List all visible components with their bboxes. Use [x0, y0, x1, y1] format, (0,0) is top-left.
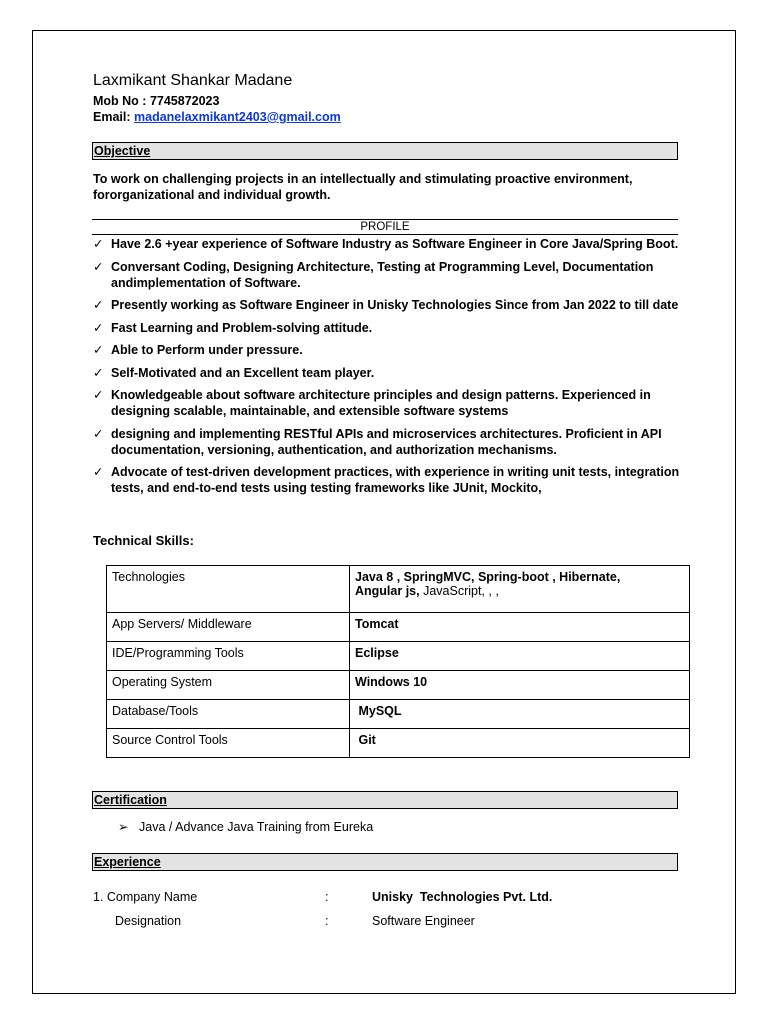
certification-heading: Certification — [92, 791, 678, 809]
experience-label: Designation — [115, 914, 182, 928]
mobile-number: 7745872023 — [149, 94, 220, 108]
check-icon: ✓ — [93, 259, 104, 274]
skill-value: Windows 10 — [350, 671, 690, 700]
table-row — [107, 642, 690, 671]
list-item: ✓ Presently working as Software Engineer in Unisky Technologies Since from Jan 2022 to till date — [93, 298, 679, 312]
skill-category: Source Control Tools — [107, 729, 350, 758]
profile-list — [93, 236, 683, 503]
check-icon: ✓ — [93, 465, 104, 479]
list-item: ✓ Fast Learning and Problem-solving attitude. — [93, 320, 373, 335]
company-name: Unisky Technologies Pvt. Ltd. — [372, 890, 553, 904]
list-item: ✓ Conversant Coding, Designing Architecture, Testing at Programming Level, Documentation andimplementation of Software. — [93, 259, 654, 290]
mobile-line — [93, 94, 219, 108]
list-item: ✓ Able to Perform under pressure. — [93, 343, 303, 357]
check-icon: ✓ — [93, 343, 104, 357]
email-label: Email: — [93, 110, 134, 124]
list-item: ✓ Advocate of test-driven development practices, with experience in writing unit tests, integration tests, and end-to-end tests using testing frameworks like JUnit, Mockito, — [93, 465, 680, 495]
list-item: ✓ Self-Motivated and an Excellent team player. — [93, 365, 375, 380]
objective-text: To work on challenging projects in an intellectually and stimulating proactive environment, fororganizational and individual growth. — [93, 172, 633, 202]
skill-category: Technologies — [107, 566, 350, 613]
check-icon: ✓ — [93, 426, 104, 441]
candidate-name: Laxmikant Shankar Madane — [93, 72, 293, 89]
skill-category: IDE/Programming Tools — [107, 642, 350, 671]
certification-item: ➢ Java / Advance Java Training from Eureka — [118, 820, 374, 834]
table-row — [107, 613, 690, 642]
list-item: ✓ Knowledgeable about software architecture principles and design patterns. Experienced in designing scalable, maintainable, and extensible software systems — [93, 388, 651, 418]
skill-category: App Servers/ Middleware — [107, 613, 350, 642]
skills-table — [106, 565, 690, 758]
skill-value: Git — [350, 729, 690, 758]
experience-label: 1. Company Name — [93, 890, 198, 904]
skill-category: Operating System — [107, 671, 350, 700]
check-icon: ✓ — [93, 365, 104, 380]
skill-category: Database/Tools — [107, 700, 350, 729]
skill-value: Eclipse — [350, 642, 690, 671]
check-icon: ✓ — [93, 388, 104, 402]
objective-heading: Objective — [92, 142, 678, 160]
experience-heading: Experience — [92, 853, 678, 871]
email-link[interactable]: madanelaxmikant2403@gmail.com — [134, 110, 341, 124]
table-row — [107, 671, 690, 700]
check-icon: ✓ — [93, 237, 104, 251]
table-row — [107, 729, 690, 758]
colon-separator: : — [325, 914, 329, 928]
colon-separator: : — [325, 890, 329, 904]
table-row — [107, 566, 690, 613]
list-item: ✓ Have 2.6 +year experience of Software Industry as Software Engineer in Core Java/Spring Boot. — [93, 237, 679, 251]
skill-value: Java 8 , SpringMVC, Spring-boot , Hibernate, Angular js, JavaScript, , , — [350, 566, 690, 613]
technical-skills-heading: Technical Skills: — [93, 533, 194, 548]
profile-heading: PROFILE — [92, 219, 678, 235]
table-row — [107, 700, 690, 729]
skill-value: Tomcat — [350, 613, 690, 642]
arrow-bullet-icon: ➢ — [118, 820, 129, 834]
designation-value: Software Engineer — [372, 914, 475, 928]
list-item: ✓ designing and implementing RESTful APIs and microservices architectures. Proficient in API documentation, versioning, authentication, and authorization mechanisms. — [93, 426, 662, 457]
mobile-label: Mob No : — [93, 94, 150, 108]
check-icon: ✓ — [93, 298, 104, 312]
skill-value: MySQL — [350, 700, 690, 729]
check-icon: ✓ — [93, 320, 104, 335]
email-line — [93, 110, 341, 124]
